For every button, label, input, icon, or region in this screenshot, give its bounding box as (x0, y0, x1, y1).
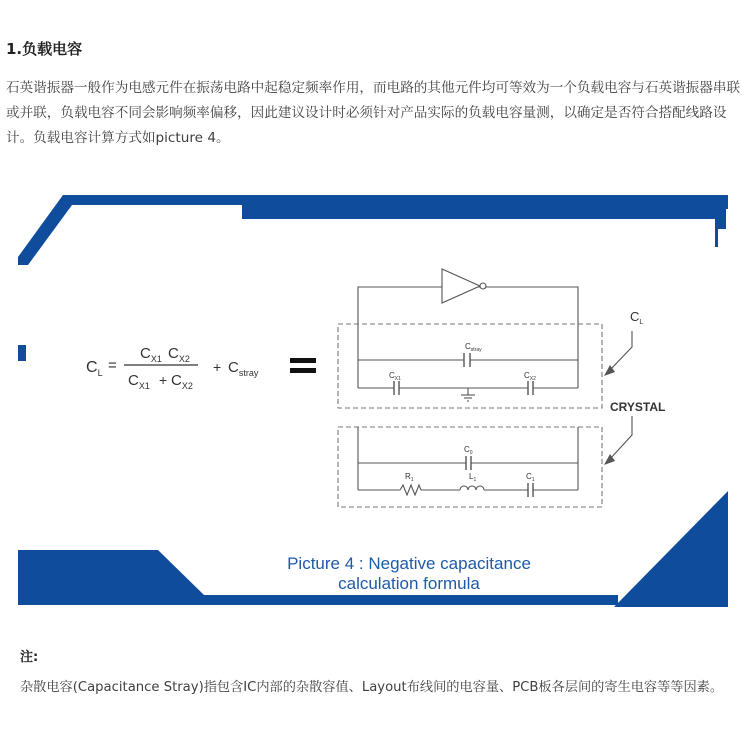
label-c1: $C_1$ (526, 472, 535, 483)
formula-denominator-cx2: $C_{X2}$ (171, 372, 193, 391)
note-body: 杂散电容(Capacitance Stray)指包含IC内部的杂散容值、Layout布线间的电容量、PCB板各层间的寄生电容等等因素。 (20, 680, 724, 695)
formula-cl: $C_L$ (86, 359, 103, 378)
label-cl: $C_L$ (630, 309, 644, 326)
label-c-stray: $C_{stray}$ (465, 342, 482, 353)
label-l1: $L_1$ (469, 472, 477, 483)
frame-left-notch (18, 345, 26, 361)
formula-c-stray: $C_{stray}$ (228, 359, 259, 378)
figure-caption-line1: Picture 4 : Negative capacitance (287, 554, 531, 573)
figure-caption-line2: calculation formula (338, 574, 480, 593)
note-title: 注: (20, 650, 39, 665)
label-c0: $C_0$ (464, 445, 473, 456)
label-c-x2: $C_{X2}$ (524, 371, 536, 382)
formula-plus: + (213, 359, 222, 375)
formula-denominator-cx1: $C_{X1}$ (128, 372, 150, 391)
label-r1: $R_1$ (405, 472, 414, 483)
section-paragraph: 石英谐振器一般作为电感元件在振荡电路中起稳定频率作用，而电路的其他元件均可等效为一个负载电容与石英谐振器串联或并联，负载电容不同会影响频率偏移，因此建议设计时必须针对产品实际的负载电容量测，以确定是否符合搭配线路设计。负载电容计算方式如picture 4。 (6, 80, 741, 146)
formula-numerator-cx1: $C_{X1}$ (140, 345, 162, 364)
label-crystal: CRYSTAL (610, 400, 666, 414)
formula-denominator-plus: + (159, 372, 168, 388)
section-heading: 1.负载电容 (6, 40, 83, 58)
load-capacitance-figure (18, 195, 728, 607)
formula-eq: = (108, 357, 117, 374)
label-c-x1: $C_{X1}$ (389, 371, 401, 382)
formula-numerator-cx2: $C_{X2}$ (168, 345, 190, 364)
inverter-bubble (480, 283, 486, 289)
